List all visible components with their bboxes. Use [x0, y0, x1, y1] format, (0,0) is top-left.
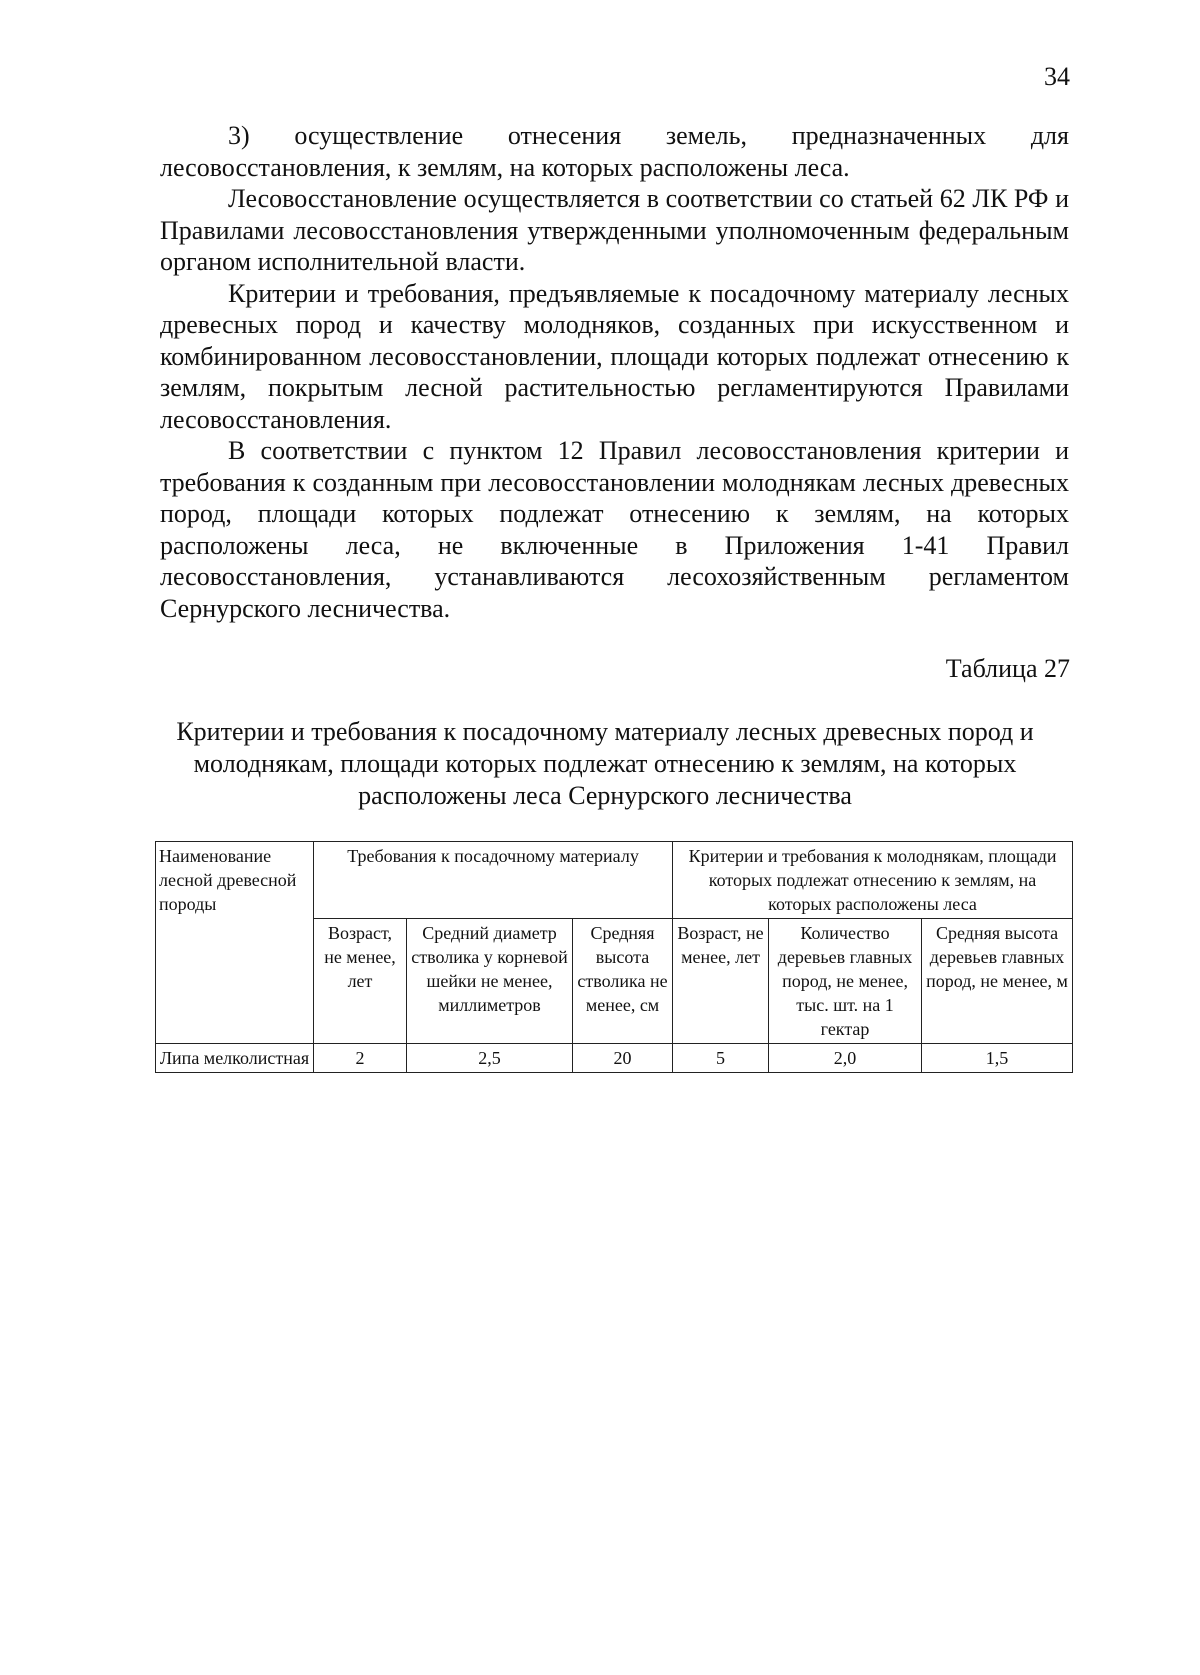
young-stands-group-header: Критерии и требования к молоднякам, площади которых подлежат отнесению к землям, на которых расположены леса	[673, 842, 1073, 919]
table-cell: 5	[673, 1044, 769, 1073]
column-header: Возраст, не менее, лет	[314, 919, 407, 1044]
column-header: Количество деревьев главных пород, не менее, тыс. шт. на 1 гектар	[769, 919, 922, 1044]
table-cell: 2,5	[407, 1044, 573, 1073]
table-title-line: Критерии и требования к посадочному материалу лесных древесных пород и	[176, 717, 1034, 746]
criteria-table	[155, 841, 1073, 1073]
species-header: Наименование лесной древесной породы	[156, 842, 314, 1044]
page-number: 34	[1044, 62, 1070, 91]
planting-material-group-header: Требования к посадочному материалу	[314, 842, 673, 919]
table-title-line: расположены леса Сернурского лесничества	[358, 781, 852, 810]
table-row	[156, 1044, 1073, 1073]
paragraph: В соответствии с пунктом 12 Правил лесовосстановления критерии и требования к созданным при лесовосстановлении молоднякам лесных древесных пород, площади которых подлежат отнесению к землям, на которых расположены леса, не включенные в Приложения 1-41 Правил лесовосстановления, устанавливаются лесохозяйственным регламентом Сернурского лесничества.	[160, 436, 1069, 623]
table-label: Таблица 27	[945, 654, 1070, 683]
species-cell: Липа мелколистная	[156, 1044, 314, 1073]
table-title-line: молоднякам, площади которых подлежат отнесению к землям, на которых	[193, 749, 1017, 778]
table-cell: 20	[573, 1044, 673, 1073]
column-header: Средняя высота деревьев главных пород, не менее, м	[922, 919, 1073, 1044]
table-title	[140, 716, 1070, 812]
paragraph: Критерии и требования, предъявляемые к посадочному материалу лесных древесных пород и качеству молодняков, созданных при искусственном и комбинированном лесовосстановлении, площади которых подлежат отнесению к землям, покрытым лесной растительностью регламентируются Правилами лесовосстановления.	[160, 278, 1069, 434]
paragraph: Лесовосстановление осуществляется в соответствии со статьей 62 ЛК РФ и Правилами лесовосстановления утвержденными уполномоченным федеральным органом исполнительной власти.	[160, 184, 1069, 276]
body-text	[160, 120, 1069, 624]
table-cell: 2,0	[769, 1044, 922, 1073]
column-header: Возраст, не менее, лет	[673, 919, 769, 1044]
column-header: Средняя высота стволика не менее, см	[573, 919, 673, 1044]
column-header: Средний диаметр стволика у корневой шейки не менее, миллиметров	[407, 919, 573, 1044]
table-cell: 2	[314, 1044, 407, 1073]
paragraph: 3) осуществление отнесения земель, предназначенных для лесовосстановления, к землям, на которых расположены леса.	[160, 121, 1069, 182]
table-cell: 1,5	[922, 1044, 1073, 1073]
